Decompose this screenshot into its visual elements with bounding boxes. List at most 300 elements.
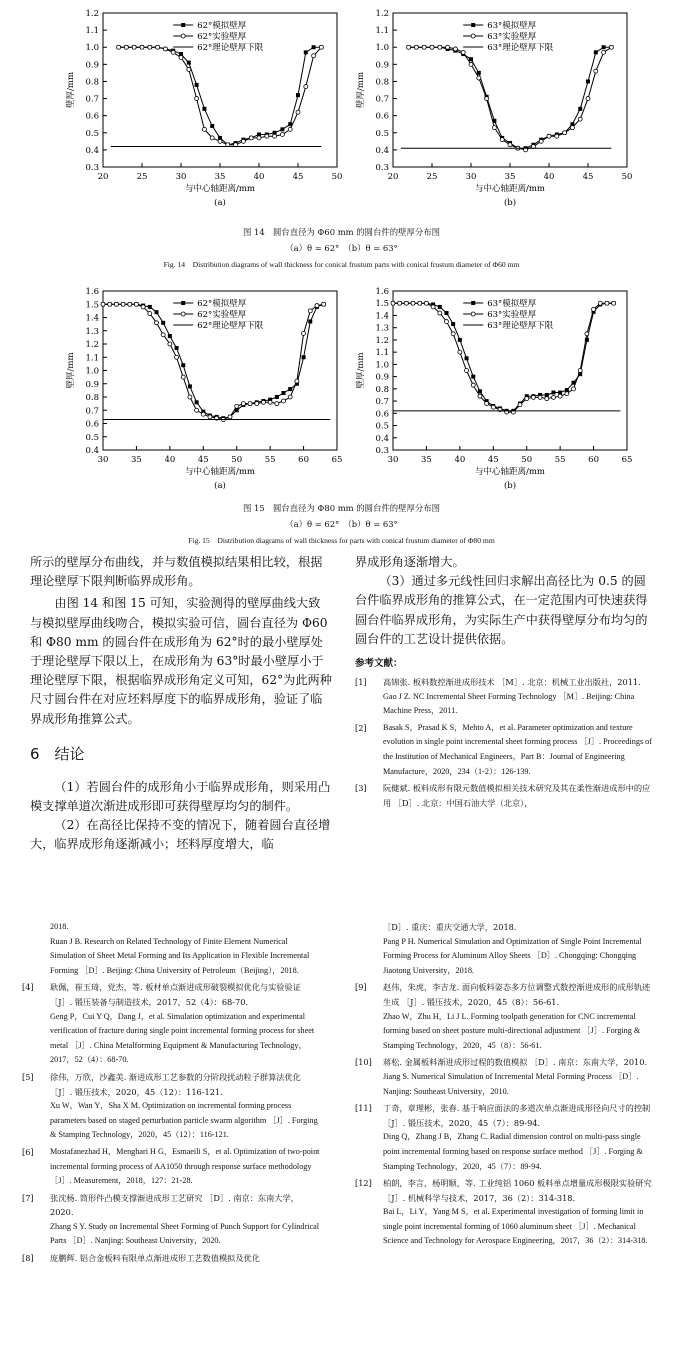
data-point [187,67,191,71]
data-point [319,45,323,49]
data-point [586,79,590,83]
data-point [586,97,590,101]
fig15-chart-a [55,283,355,498]
legend-label: 62°理论壁厚下限 [197,321,264,331]
data-point [312,45,316,49]
data-point [181,375,185,379]
fig14-chart-a [55,5,355,215]
data-point [547,134,551,138]
reference-item [355,980,655,1053]
data-point [438,311,442,315]
reference-text-en: Geng P，Cui Y Q，Dang J，et al. Simulation optimization and experimental verification of fracture during single point incremental forming process for sheet metal ［J］. China Metalforming Equipment & Manufacturing Technology，2017，52（4）：68-70. [50,1011,315,1065]
y-tick-label: 0.7 [85,94,99,105]
data-point [322,302,326,306]
data-point [477,71,481,75]
subplot-label: (a) [214,198,226,208]
data-point [275,402,279,406]
data-point [551,395,555,399]
x-tick-label: 35 [504,172,516,182]
data-point [121,302,125,306]
data-point [605,301,609,305]
legend-label: 62°理论壁厚下限 [197,43,264,53]
series-line [409,47,612,148]
data-point [280,132,284,136]
data-point [477,76,481,80]
data-point [208,415,212,419]
y-tick-label: 0.3 [375,163,389,173]
x-tick-label: 25 [136,172,148,182]
reference-number: [9] [355,982,367,993]
y-tick-label: 0.5 [375,421,389,432]
x-tick-label: 50 [331,172,343,182]
data-point [273,134,277,138]
y-tick-label: 1.6 [85,287,99,297]
legend-marker [471,23,475,27]
y-tick-label: 1.3 [85,326,99,337]
data-point [315,304,319,308]
data-point [195,83,199,87]
data-point [179,55,183,59]
y-tick-label: 1.2 [85,9,99,19]
data-point [282,399,286,403]
data-point [424,301,428,305]
paragraph: 由图 14 和图 15 可知，实验测得的壁厚曲线大致与模拟壁厚曲线吻合，模拟实验可信，圆台直径为 Φ60 和 Φ80 mm 的圆台件在成形角为 62°时的最小壁厚处于理论壁厚下限以上，在成形角为 63°时最小壁厚小于理论壁厚下限，根据临界成形角定义可知，62°为此两种尺寸圆台件在对应坯料厚度下的临界成形角，验证了临界成形角推算公式。 [30,596,332,726]
data-point [202,107,206,111]
reference-item [22,1251,322,1266]
section-heading: 6 结论 [30,744,85,763]
data-point [565,392,569,396]
x-tick-label: 40 [164,455,176,465]
data-point [578,369,582,373]
reference-number: [3] [355,783,367,794]
x-axis-label: 与中心轴距离/mm [475,184,545,194]
reference-item [355,1101,655,1174]
data-point [188,384,192,388]
data-point [451,332,455,336]
y-tick-label: 0.8 [85,393,99,403]
x-tick-label: 30 [465,172,477,182]
reference-text-en: Gao J Z. NC Incremental Sheet Forming Technology ［M］. Beijing: China Machine Press，2011. [383,691,635,716]
y-tick-label: 1.0 [375,43,389,54]
legend-label: 63°理论壁厚下限 [487,321,554,331]
reference-text-en: Jiang S. Numerical Simulation of Incremental Metal Forming Process ［D］. Nanjing: Southeast University，2010. [383,1071,639,1096]
data-point [418,301,422,305]
data-point [187,61,191,65]
data-point [148,305,152,309]
y-tick-label: 0.4 [85,145,99,156]
data-point [128,302,132,306]
data-point [101,302,105,306]
y-tick-label: 0.5 [85,432,99,443]
y-axis-label: 壁厚/mm [66,72,76,108]
x-tick-label: 45 [197,455,209,465]
reference-text-en: Zhang S Y. Study on Incremental Sheet Forming of Punch Support for Cylindrical Parts ［D］. Nanjing: Southeast University，2020. [50,1221,320,1246]
data-point [438,305,442,309]
data-point [248,402,252,406]
y-tick-label: 0.9 [85,379,99,390]
data-point [404,301,408,305]
reference-item [355,1055,655,1099]
y-tick-label: 1.0 [85,366,99,377]
data-point [570,126,574,130]
legend-label: 63°实验壁厚 [487,310,537,320]
data-point [265,134,269,138]
reference-number: [1] [355,677,367,688]
paragraph: 界成形角逐渐增大。 [355,555,465,569]
x-tick-label: 45 [487,455,499,465]
data-point [124,45,128,49]
y-tick-label: 1.0 [85,43,99,54]
reference-item [355,675,655,719]
data-point [302,355,306,359]
reference-number: [6] [22,1146,34,1157]
x-tick-label: 65 [331,455,343,465]
references-heading: 参考文献： [355,658,403,670]
x-tick-label: 50 [231,455,243,465]
y-tick-label: 0.3 [375,446,389,456]
data-point [257,136,261,140]
data-point [282,391,286,395]
data-point [602,50,606,54]
data-point [210,136,214,140]
reference-text-en: 2018. Ruan J B. Research on Related Technology of Finite Element Numerical Simulation of Sheet Metal Forming and Its Application in Flexible Incremental Forming ［D］. Beijing: China University of Petroleum（Beijing），2018. [50,922,310,975]
data-point [304,85,308,89]
x-tick-label: 55 [554,455,566,465]
reference-number: [2] [355,722,367,733]
data-point [168,334,172,338]
y-tick-label: 1.1 [85,26,99,37]
legend-marker [181,23,185,27]
subplot-label: (b) [503,481,517,491]
data-point [255,402,259,406]
x-tick-label: 40 [543,172,555,182]
data-point [148,312,152,316]
y-tick-label: 0.6 [85,419,99,430]
legend-label: 63°模拟壁厚 [487,21,537,31]
x-axis-label: 与中心轴距离/mm [185,184,255,194]
y-tick-label: 0.6 [375,111,389,122]
data-point [175,355,179,359]
x-tick-label: 60 [298,455,309,465]
reference-text-cn: 徐伟，万欣，沙鑫美. 渐进成形工艺参数的分阶段扰动粒子群算法优化 ［J］. 锻压技术，2020，45（12）：116-121. [50,1071,301,1097]
data-point [156,45,160,49]
data-point [478,394,482,398]
y-tick-label: 0.4 [375,145,389,156]
reference-text-cn: 赵伟，朱虎，李吉龙. 面向板料姿态多方位调整式数控渐进成形的成形轨迹生成 ［J］. 锻压技术，2020，45（8）：56-61. [383,982,651,1007]
data-point [114,302,118,306]
data-point [612,301,616,305]
x-tick-label: 45 [582,172,594,182]
series-line [409,47,612,150]
data-point [578,117,582,121]
data-point [594,50,598,54]
data-point [195,400,199,404]
x-tick-label: 30 [97,455,109,465]
reference-item [355,920,655,978]
x-tick-label: 35 [421,455,432,465]
data-point [551,391,555,395]
reference-text-en: Zhao W，Zhu H，Li J L. Forming toolpath generation for CNC incremental forming based on sheet posture multi-directional adjustment ［J］. Forging & Stamping Technology，2020，45（8）：56-61. [383,1011,641,1050]
data-point [210,124,214,128]
data-point [154,310,158,314]
data-point [268,400,272,404]
legend-label: 62°模拟壁厚 [197,21,247,31]
legend-marker [471,312,475,316]
x-axis-label: 与中心轴距离/mm [475,467,545,477]
data-point [407,45,411,49]
fig15-caption-cn: 图 15 圆台直径为 Φ80 mm 的圆台件的壁厚分布图 [242,503,441,513]
legend-label: 63°实验壁厚 [487,32,537,42]
data-point [295,379,299,383]
y-tick-label: 0.9 [375,60,389,71]
fig15-subcaption: （a）θ = 62° （b）θ = 63° [285,519,398,529]
y-tick-label: 1.1 [85,353,99,364]
data-point [518,403,522,407]
data-point [594,69,598,73]
reference-text-cn: 蒋松. 金属板料渐进成形过程的数值模拟 ［D］. 南京：东南大学，2010. [383,1057,648,1068]
paragraph: 所示的壁厚分布曲线，并与数值模拟结果相比较，根据理论壁厚下限判断临界成形角。 [30,555,323,589]
data-point [411,301,415,305]
data-point [563,131,567,135]
data-point [261,400,265,404]
x-tick-label: 65 [621,455,633,465]
reference-text-en: Xu W，Wan Y，Sha X M. Optimization on incremental forming process parameters based on staged perturbation particle swarm algorithm ［J］. Forging & Stamping Technology，2020，45（12）：116-121. [50,1101,318,1140]
data-point [438,45,442,49]
fig14-caption-en: Fig. 14 Distribution diagrams of wall thickness for conical frustum parts with conical frustum diameter of Φ60 mm [163,260,520,269]
data-point [492,126,496,130]
data-point [181,363,185,367]
fig14-chart-b [345,5,645,215]
data-point [296,93,300,97]
x-tick-label: 45 [292,172,304,182]
reference-text-cn: 柏朗，李言，杨明顺，等. 工业纯铝 1060 板料单点增量成形极限实验研究 ［J］. 机械科学与技术，2017，36（2）：314-318. [383,1178,652,1203]
data-point [201,412,205,416]
reference-text-en: Basak S，Prasad K S，Mehto A，et al. Parameter optimization and texture evolution in single point incremental sheet forming process ［J］. Proceedings of the Institution of Mechanical Engineers，Part B：Journal of Engineering Manufacture，2020，234（1-2）：126-139. [383,722,652,776]
x-tick-label: 20 [387,172,399,182]
data-point [485,402,489,406]
left-text-column [30,553,332,855]
data-point [302,331,306,335]
data-point [171,50,175,54]
fig14-subcaption: （a）θ = 62° （b）θ = 63° [285,243,398,253]
y-tick-label: 0.6 [375,409,389,420]
y-axis-label: 壁厚/mm [66,352,76,389]
data-point [141,305,145,309]
y-tick-label: 0.8 [85,77,99,88]
paragraph: （3）通过多元线性回归求解出高径比为 0.5 的圆台件临界成形角的推算公式，在一定范围内可快速获得圆台件临界成形角，为实际生产中获得壁厚分布均匀的圆台件的工艺设计提供依据。 [355,574,648,646]
data-point [154,321,158,325]
y-tick-label: 1.4 [85,313,99,324]
x-tick-label: 55 [264,455,276,465]
data-point [249,136,253,140]
data-point [195,97,199,101]
data-point [391,301,395,305]
data-point [508,143,512,147]
reference-text-cn: 高锦张. 板料数控渐进成形技术 ［M］. 北京：机械工业出版社，2011. [383,677,641,688]
reference-number: [4] [22,982,34,993]
reference-number: [10] [355,1057,372,1068]
data-point [296,110,300,114]
reference-item [22,1191,322,1249]
x-tick-label: 40 [253,172,265,182]
data-point [280,127,284,131]
data-point [431,305,435,309]
reference-text-cn: ［D］. 重庆：重庆交通大学，2018. [383,922,517,932]
y-axis-label: 壁厚/mm [356,352,366,389]
y-tick-label: 0.5 [85,128,99,139]
references-list-left [22,920,322,1268]
y-tick-label: 1.4 [375,311,389,322]
reference-text-cn: 耿佩，崔玉琦，党杰，等. 板材单点渐进成形破裂模拟优化与实验验证 ［J］. 锻压装备与制造技术，2017，52（4）：68-70. [50,982,301,1007]
data-point [108,302,112,306]
y-tick-label: 1.3 [375,323,389,334]
data-point [241,139,245,143]
y-tick-label: 1.5 [85,300,99,311]
y-tick-label: 0.7 [85,406,99,417]
reference-item [22,1070,322,1143]
reference-number: [12] [355,1178,372,1189]
subplot-label: (a) [214,481,226,491]
data-point [609,45,613,49]
y-tick-label: 0.7 [375,94,389,105]
reference-text-cn: 阮健斌. 板料成形有限元数值模拟相关技术研究及其在柔性渐进成形中的应用 ［D］. 北京：中国石油大学（北京）， [383,783,651,808]
y-tick-label: 1.6 [375,287,389,297]
x-tick-label: 50 [521,455,533,465]
reference-item [355,1176,655,1249]
data-point [134,302,138,306]
right-text-column [355,553,655,812]
reference-text-en: Bai L，Li Y，Yang M S，et al. Experimental investigation of forming limit in single point incremental forming of 1060 aluminum sheet ［J］. Mechanical Science and Technology for Aerospace Engineering，2017，36（2）：314-318. [383,1207,648,1246]
legend-label: 62°实验壁厚 [197,310,247,320]
data-point [471,375,475,379]
data-point [469,62,473,66]
y-tick-label: 1.5 [375,299,389,310]
data-point [478,389,482,393]
data-point [275,395,279,399]
y-tick-label: 0.5 [375,128,389,139]
data-point [288,387,292,391]
reference-text-cn: 庞鹏辉. 铝合金板料有限单点渐进成形工艺数值模拟及优化 [50,1253,260,1264]
data-point [572,387,576,391]
data-point [188,395,192,399]
data-point [453,47,457,51]
legend-label: 63°模拟壁厚 [487,299,537,309]
subplot-label: (b) [503,198,517,208]
data-point [578,107,582,111]
y-axis-label: 壁厚/mm [356,72,366,108]
reference-item [22,980,322,1068]
data-point [531,395,535,399]
reference-text-cn: 张沈杨. 筒形件凸模支撑渐进成形工艺研究 ［D］. 南京：东南大学，2020. [50,1192,299,1218]
data-point [545,397,549,401]
data-point [451,322,455,326]
references-list [355,675,655,810]
x-tick-label: 25 [426,172,438,182]
data-point [161,321,165,325]
data-point [148,45,152,49]
y-tick-label: 1.0 [375,360,389,371]
data-point [602,45,606,49]
x-tick-label: 30 [387,455,399,465]
data-point [312,54,316,58]
y-tick-label: 1.2 [375,335,389,346]
data-point [414,45,418,49]
y-tick-label: 0.3 [85,163,99,173]
fig14-caption-cn: 图 14 圆台直径为 Φ60 mm 的圆台件的壁厚分布图 [242,227,441,237]
data-point [422,45,426,49]
y-tick-label: 0.4 [375,433,389,444]
y-tick-label: 0.9 [85,60,99,71]
reference-text-en: Mostafanezhad H，Menghari H G，Esmaeili S，et al. Optimization of two-point incremental forming process of AA1050 through response surface methodology ［J］. Measurement，2018，127：21-28. [50,1146,320,1186]
legend-marker [471,34,475,38]
reference-text-en: Ding Q，Zhang J B，Zhang C. Radial dimension control on multi-pass single point incremental forming based on response surface method ［J］. Forging & Stamping Technology，2020，45（7）：89-94. [383,1132,643,1171]
y-tick-label: 0.9 [375,372,389,383]
data-point [444,320,448,324]
legend-label: 63°理论壁厚下限 [487,43,554,53]
y-tick-label: 0.6 [85,111,99,122]
data-point [288,127,292,131]
data-point [469,57,473,61]
data-point [538,395,542,399]
data-point [465,369,469,373]
data-point [500,138,504,142]
data-point [525,397,529,401]
legend-marker [471,301,475,305]
legend-marker [181,312,185,316]
x-tick-label: 50 [621,172,633,182]
data-point [161,333,165,337]
data-point [461,50,465,54]
data-point [163,47,167,51]
data-point [175,346,179,350]
data-point [195,408,199,412]
x-tick-label: 20 [97,172,109,182]
fig15-chart-b [345,283,645,498]
data-point [304,50,308,54]
data-point [241,402,245,406]
y-tick-label: 0.4 [85,446,99,456]
data-point [592,307,596,311]
references-list-right [355,920,655,1251]
data-point [585,332,589,336]
data-point [555,134,559,138]
data-point [140,45,144,49]
x-tick-label: 60 [588,455,599,465]
data-point [308,309,312,313]
x-tick-label: 40 [454,455,466,465]
y-tick-label: 0.8 [375,384,389,395]
reference-number: [5] [22,1071,34,1082]
data-point [458,338,462,342]
reference-item [22,1145,322,1189]
y-tick-label: 0.8 [375,77,389,88]
x-tick-label: 30 [175,172,187,182]
legend-marker [181,34,185,38]
data-point [202,127,206,131]
y-tick-label: 1.2 [375,9,389,19]
data-point [218,139,222,143]
reference-number: [7] [22,1192,34,1203]
data-point [235,404,239,408]
data-point [430,45,434,49]
data-point [539,139,543,143]
data-point [228,415,232,419]
x-axis-label: 与中心轴距离/mm [185,467,255,477]
data-point [446,45,450,49]
fig15-caption-en: Fig. 15 Distribution diagrams of wall thickness for parts with conical frustum diameter of Φ80 mm [188,536,495,545]
data-point [444,311,448,315]
data-point [491,405,495,409]
